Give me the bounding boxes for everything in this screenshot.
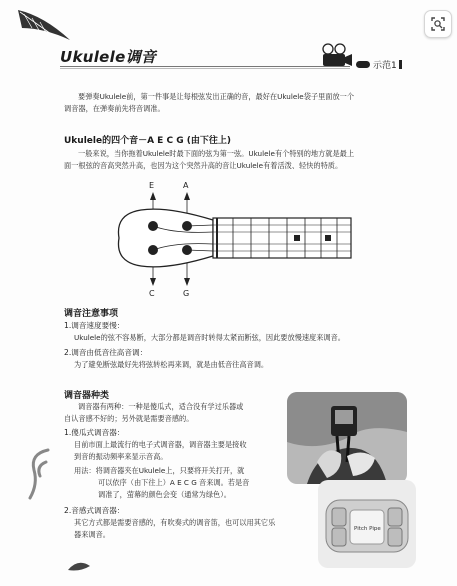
intro-line-1: 要弹奏Ukulele前，第一件事是让每根弦发出正确的音，最好在Ukulele袋子里面放一个 <box>78 92 355 101</box>
label-g: G <box>183 289 190 298</box>
tuner-item-2-line-2: 器来调音。 <box>74 530 110 539</box>
fret-marker <box>294 235 300 241</box>
notes-heading: 调音注意事项 <box>64 309 119 319</box>
notes-item-1-text: Ukulele的弦不容易断，大部分都是调音时转得太紧而断弦，因此要放慢速度来调音。 <box>74 333 345 342</box>
notes-item-1-title: 1.调音速度要慢： <box>64 321 125 330</box>
headstock <box>118 209 213 267</box>
tuner-intro-2: 自认音感不好的；另外就是需要音感的。 <box>64 414 194 423</box>
tuner-item-2-title: 2.音感式调音器： <box>64 506 125 515</box>
intro-line-2: 调音器，在弹奏前先将音调准。 <box>64 104 165 113</box>
tuner-usage-3: 调准了，萤幕的颜色会变（通常为绿色）。 <box>98 490 231 499</box>
swirl-decoration <box>26 444 56 504</box>
tuner-intro-1: 调音器有两种：一种是傻瓜式，适合没有学过乐器或 <box>78 402 244 411</box>
leaf-decoration <box>66 558 92 574</box>
clip-tuner-photo <box>287 392 407 484</box>
tuner-item-1-title: 1.傻瓜式调音器： <box>64 428 125 437</box>
label-a: A <box>183 181 189 190</box>
video-camera-icon <box>318 42 354 70</box>
strings-line-2: 面一根弦的音高突然升高，也因为这个突然升高的音让Ukulele有着活泼、轻快的特质。 <box>64 161 343 170</box>
strings-heading: Ukulele的四个音－A E C G (由下往上) <box>64 136 231 146</box>
title-underline-thin <box>60 68 350 69</box>
notes-item-2-title: 2.调音由低音往高音调： <box>64 348 148 357</box>
tuner-usage-1: 用法：将调音器夹在Ukulele上，只要将开关打开，就 <box>74 466 245 475</box>
tuner-usage-2: 可以依序（由下往上）A E C G 音来调。若是音 <box>98 478 250 487</box>
fret-marker <box>325 235 331 241</box>
notes-item-2-text: 为了避免断弦最好先将弦转松再来调，就是由低音往高音调。 <box>74 360 269 369</box>
title-underline <box>60 66 350 67</box>
label-e: E <box>149 181 155 190</box>
demo-badge <box>356 58 402 71</box>
image-search-button[interactable] <box>424 10 452 38</box>
page-title: Ukulele调音 <box>60 48 157 66</box>
tuner-heading: 调音器种类 <box>64 391 110 401</box>
palm-leaf-decoration <box>14 6 74 46</box>
tuner-item-2-line-1: 其它方式都是需要音感的，有吹奏式的调音笛，也可以用其它乐 <box>74 518 276 527</box>
tuner-item-1-line-2: 到音的振动频率来显示音高。 <box>74 452 168 461</box>
ukulele-neck-diagram <box>105 178 365 300</box>
pitch-pipe-label: Pitch Pipe <box>354 526 381 532</box>
image-search-icon <box>425 11 451 37</box>
strings-line-1: 一般来说，当你拖着Ukulele时最下面的弦为第一弦。Ukulele有个特别的地方就是最上 <box>78 149 355 158</box>
demo-badge-label: 示范1 <box>373 61 397 71</box>
note-icon <box>356 61 370 68</box>
tuner-item-1-line-1: 目前市面上最流行的电子式调音器，调音器主要是接收 <box>74 440 247 449</box>
pitch-pipe-photo <box>318 480 416 568</box>
label-c: C <box>149 289 155 298</box>
